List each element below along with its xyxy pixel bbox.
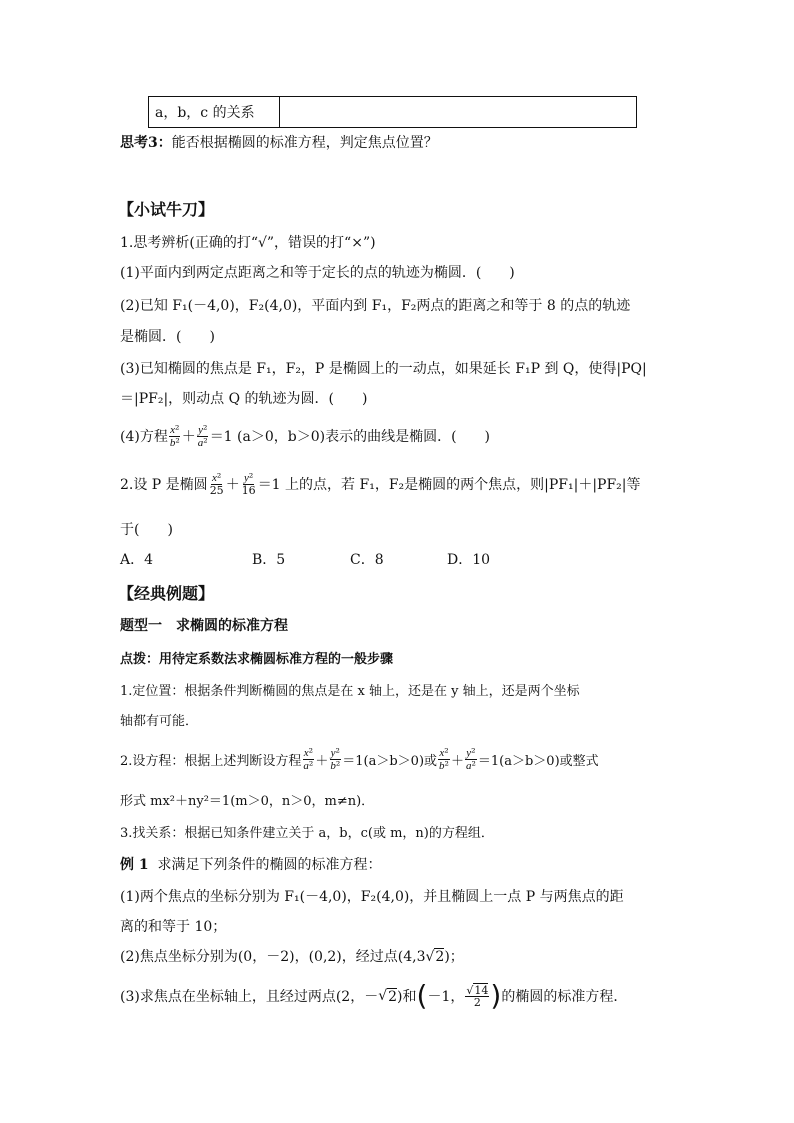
q1-item-4-suffix: ＝1 (a＞0，b＞0)表示的曲线是椭圆．( ) [209, 429, 491, 445]
option-b: B．5 [252, 552, 286, 568]
step1-line2: 轴都有可能． [120, 714, 199, 729]
example1-part2-prefix: (2)焦点坐标分别为(0，－2)，(0,2)，经过点(4,3 [120, 949, 426, 965]
step2-prefix: 2.设方程：根据上述判断设方程 [120, 753, 302, 769]
fraction: $\frac{\text{x²}}{\text{a²}}$ [303, 745, 314, 772]
relation-table [148, 96, 637, 128]
sqrt-radicand: 2 [435, 949, 445, 965]
sqrt-radicand: 2 [388, 988, 398, 1005]
q1-item-3-line2: ＝|PF₂|，则动点 Q 的轨迹为圆．( ) [120, 391, 368, 407]
example1-part3-mid: )和 [397, 989, 417, 1005]
section-heading-examples: 【经典例题】 [118, 584, 215, 603]
fraction: $\frac{√14}{2}$ [466, 983, 489, 1009]
step2-suffix: ＝1(a＞b＞0)或整式 [477, 753, 599, 769]
tip-title: 点拨：用待定系数法求椭圆标准方程的一般步骤 [120, 652, 394, 667]
example1-text: 求满足下列条件的椭圆的标准方程： [157, 857, 382, 873]
example1-part3-prefix: (3)求焦点在坐标轴上，且经过两点(2，－ [120, 989, 379, 1005]
q2-line2: 于( ) [120, 522, 173, 538]
think3-text: 能否根据椭圆的标准方程，判定焦点位置？ [171, 135, 438, 151]
example1-part1-line2: 离的和等于 10； [120, 919, 227, 935]
example1-heading [120, 854, 382, 874]
step3-line: 3.找关系：根据已知条件建立关于 a，b，c(或 m，n)的方程组． [120, 826, 494, 841]
q2-prefix: 2.设 P 是椭圆 [120, 477, 208, 493]
fraction: $\frac{\text{y²}}{16}$ [241, 471, 256, 497]
table-cell-empty [280, 97, 637, 128]
think3-label: 思考3： [120, 135, 172, 151]
fraction: $\frac{\text{y²}}{\text{b²}}$ [330, 745, 341, 772]
type1-heading: 题型一 求椭圆的标准方程 [120, 618, 288, 634]
option-d: D．10 [447, 552, 491, 568]
example1-part2-suffix: )； [444, 949, 464, 965]
q2-line1: 2.设 P 是椭圆 $\frac{\text{x²}}{25}$ ＋ $\frac{\text{y²}}{16}$ ＝1 上的点，若 F₁，F₂是椭圆的两个焦点，则|PF₁|＋|PF₂|等 [120, 471, 641, 497]
step2-line2: 形式 mx²＋ny²＝1(m＞0，n＞0，m≠n)． [120, 794, 375, 809]
example1-part3-inner: －1， [427, 989, 465, 1005]
left-paren: ( [416, 979, 428, 1012]
fraction-denominator: 2 [473, 995, 481, 1009]
q2-suffix: ＝1 上的点，若 F₁，F₂是椭圆的两个焦点，则|PF₁|＋|PF₂|等 [257, 477, 641, 493]
example1-part3: (3)求焦点在坐标轴上，且经过两点(2，－ √ 2 )和 ( －1， $\frac{√14}{2}$ ) 的椭圆的标准方程． [120, 979, 628, 1012]
example1-part1-line1: (1)两个焦点的坐标分别为 F₁(－4,0)，F₂(4,0)，并且椭圆上一点 P 与两焦点的距 [120, 889, 624, 905]
option-c: C．8 [350, 552, 384, 568]
example1-part3-suffix: 的椭圆的标准方程． [501, 989, 628, 1005]
think3-line [120, 132, 438, 152]
q1-item-2-line2: 是椭圆．( ) [120, 329, 215, 345]
fraction: $\frac{\text{y²}}{\text{a²}}$ [465, 745, 476, 772]
q1-item-4: (4)方程 $\frac{\text{x²}}{\text{b²}}$ ＋ $\frac{\text{y²}}{\text{a²}}$ ＝1 (a＞0，b＞0)表示的曲线是椭圆．( ) [120, 422, 491, 449]
q1-item-2-line1: (2)已知 F₁(－4,0)，F₂(4,0)，平面内到 F₁，F₂两点的距离之和等于 8 的点的轨迹 [120, 298, 631, 314]
section-heading-try: 【小试牛刀】 [118, 200, 215, 219]
q1-item-1: (1)平面内到两定点距离之和等于定长的点的轨迹为椭圆．( ) [120, 265, 515, 281]
sqrt-radicand: 14 [474, 983, 489, 997]
table-row [149, 97, 637, 128]
step2-mid: ＝1(a＞b＞0)或 [342, 753, 438, 769]
table-cell-label: a，b，c 的关系 [149, 97, 280, 128]
example1-part2: (2)焦点坐标分别为(0，－2)，(0,2)，经过点(4,3√2)； [120, 949, 464, 965]
right-paren: ) [490, 979, 502, 1012]
step1-line1: 1.定位置：根据条件判断椭圆的焦点是在 x 轴上，还是在 y 轴上，还是两个坐标 [120, 684, 580, 699]
q1-item-4-prefix: (4)方程 [120, 429, 168, 445]
fraction: $\frac{\text{x²}}{\text{b²}}$ [169, 422, 180, 449]
fraction: $\frac{\text{x²}}{25}$ [209, 471, 224, 497]
option-a: A．4 [120, 552, 154, 568]
step2-line1: 2.设方程：根据上述判断设方程 $\frac{\text{x²}}{\text{a²}}$ ＋ $\frac{\text{y²}}{\text{b²}}$ ＝1(a＞b＞0)或 $\frac{\text{x²}}{\text{b²}}$ ＋ $\frac{\text{y²}}{\text{a²}}$ ＝1(a＞b＞0)或整式 [120, 745, 599, 772]
q1-item-3-line1: (3)已知椭圆的焦点是 F₁，F₂，P 是椭圆上的一动点，如果延长 F₁P 到 Q，使得|PQ| [120, 361, 647, 377]
q1-title: 1.思考辨析(正确的打“√”，错误的打“×”) [120, 235, 376, 251]
fraction: $\frac{\text{y²}}{\text{a²}}$ [197, 422, 208, 449]
fraction: $\frac{\text{x²}}{\text{b²}}$ [439, 745, 449, 772]
example1-label: 例 1 [120, 857, 149, 873]
